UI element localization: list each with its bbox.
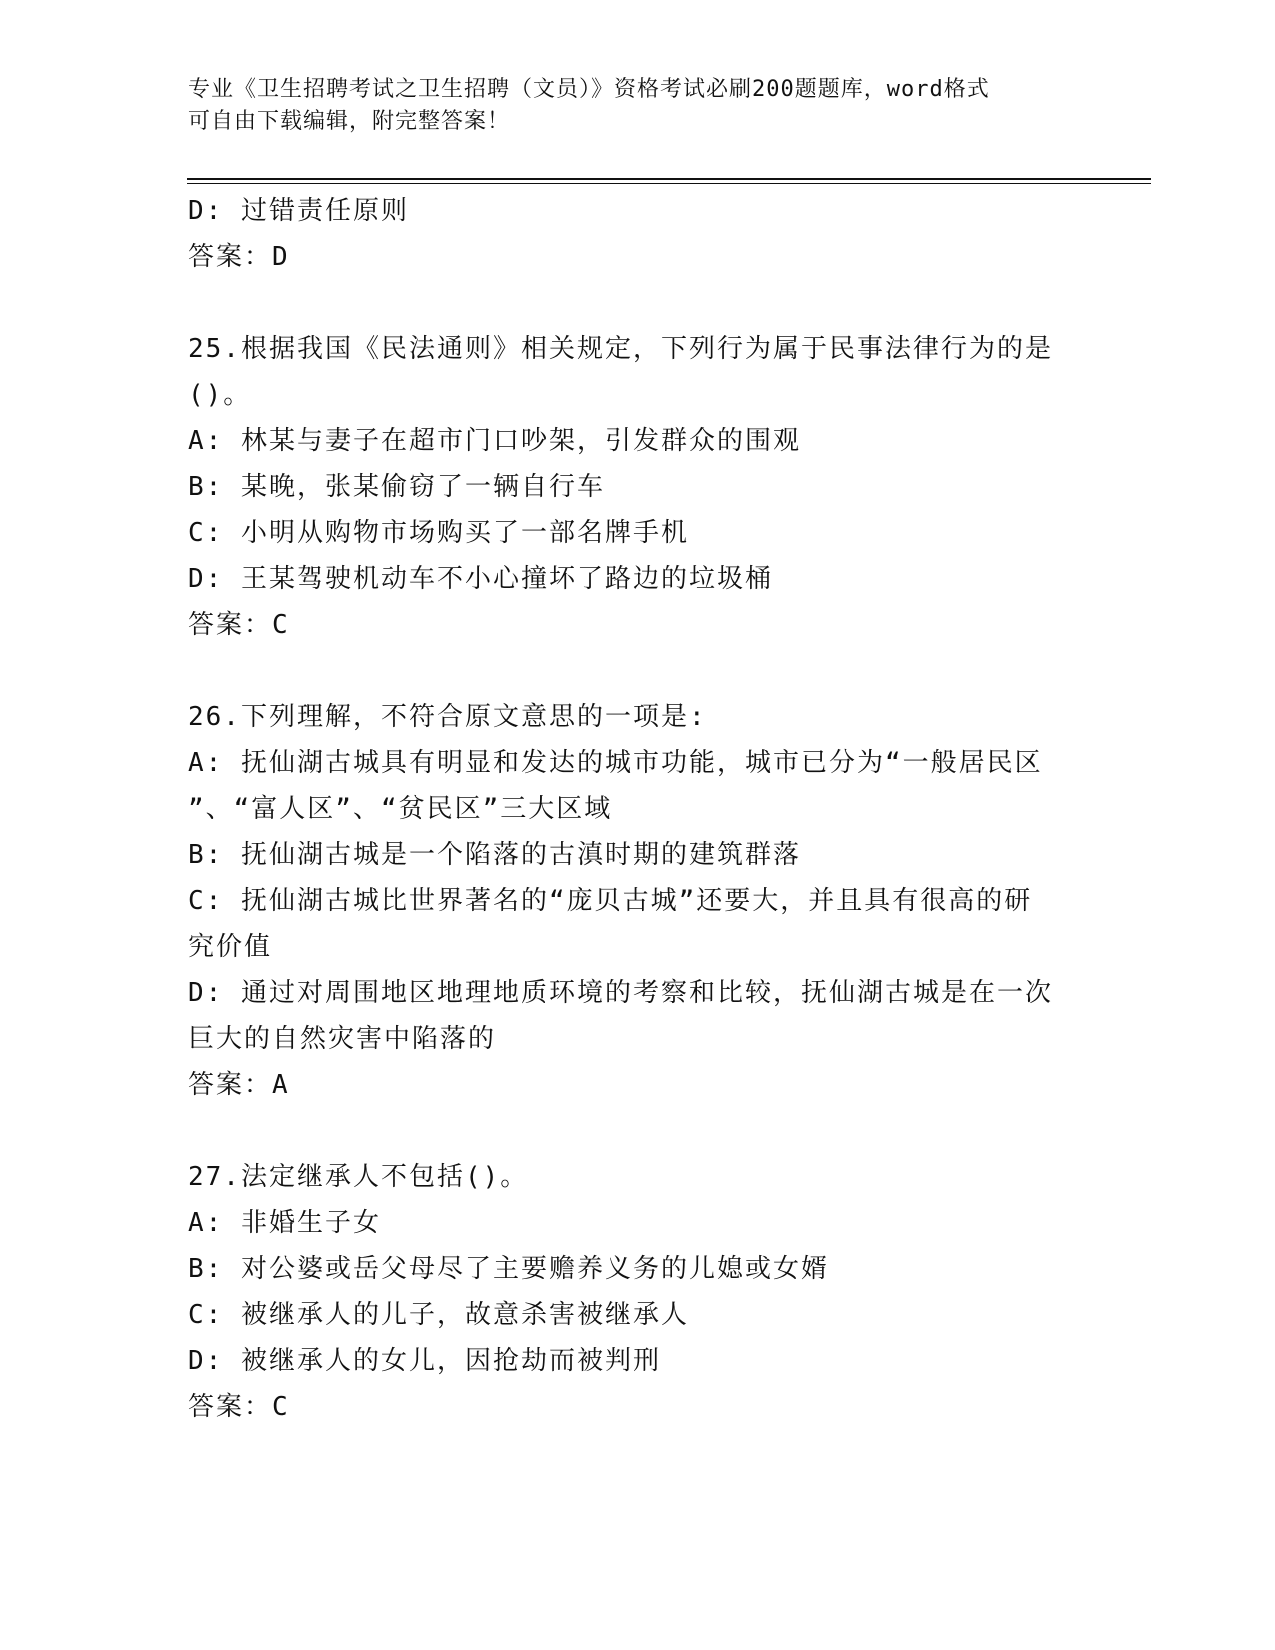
option-a: A: 非婚生子女 <box>188 1208 381 1238</box>
option-b: B: 某晚，张某偷窃了一辆自行车 <box>188 472 605 502</box>
spacer <box>188 280 1088 326</box>
answer-label: 答案： <box>188 242 273 272</box>
question-27 <box>188 1154 1088 1430</box>
option-b: B: 对公婆或岳父母尽了主要赡养义务的儿媳或女婿 <box>188 1254 829 1284</box>
option-c-continued: 究价值 <box>188 932 273 962</box>
question-stem-continued: ()。 <box>188 380 252 410</box>
question-26 <box>188 694 1088 1108</box>
document-body <box>188 188 1088 1430</box>
option-a: A: 林某与妻子在超市门口吵架，引发群众的围观 <box>188 426 801 456</box>
spacer <box>188 1108 1088 1154</box>
answer-value: C <box>272 610 290 640</box>
option-c: C: 小明从购物市场购买了一部名牌手机 <box>188 518 689 548</box>
header-rule-thick <box>187 178 1151 180</box>
option-d: D: 被继承人的女儿，因抢劫而被判刑 <box>188 1346 661 1376</box>
option-d: D: 王某驾驶机动车不小心撞坏了路边的垃圾桶 <box>188 564 773 594</box>
answer-line <box>188 602 1088 648</box>
header-rule-thin <box>187 183 1151 184</box>
option-a: A: 抚仙湖古城具有明显和发达的城市功能，城市已分为“一般居民区 <box>188 748 1043 778</box>
answer-line <box>188 1062 1088 1108</box>
option-c: C: 抚仙湖古城比世界著名的“庞贝古城”还要大，并且具有很高的研 <box>188 886 1033 916</box>
answer-label: 答案： <box>188 1070 273 1100</box>
option-d: D: 过错责任原则 <box>188 196 409 226</box>
answer-label: 答案： <box>188 1392 273 1422</box>
header-line-1: 专业《卫生招聘考试之卫生招聘（文员）》资格考试必刷200题题库，word格式 <box>188 77 990 102</box>
question-25 <box>188 326 1088 648</box>
option-b: B: 抚仙湖古城是一个陷落的古滇时期的建筑群落 <box>188 840 801 870</box>
question-stem: 27.法定继承人不包括()。 <box>188 1162 529 1192</box>
answer-value: C <box>272 1392 290 1422</box>
option-d-continued: 巨大的自然灾害中陷落的 <box>188 1024 497 1054</box>
option-a-continued: ”、“富人区”、“贫民区”三大区域 <box>188 794 613 824</box>
question-24-continued <box>188 188 1088 280</box>
option-c: C: 被继承人的儿子，故意杀害被继承人 <box>188 1300 689 1330</box>
answer-label: 答案： <box>188 610 273 640</box>
answer-line <box>188 1384 1088 1430</box>
option-d: D: 通过对周围地区地理地质环境的考察和比较，抚仙湖古城是在一次 <box>188 978 1053 1008</box>
spacer <box>188 648 1088 694</box>
answer-line <box>188 234 1088 280</box>
header-line-2: 可自由下载编辑，附完整答案！ <box>188 109 511 134</box>
question-stem: 26.下列理解，不符合原文意思的一项是: <box>188 702 707 732</box>
answer-value: A <box>272 1070 290 1100</box>
question-stem: 25.根据我国《民法通则》相关规定，下列行为属于民事法律行为的是 <box>188 334 1053 364</box>
answer-value: D <box>272 242 290 272</box>
page-header <box>188 74 1088 138</box>
